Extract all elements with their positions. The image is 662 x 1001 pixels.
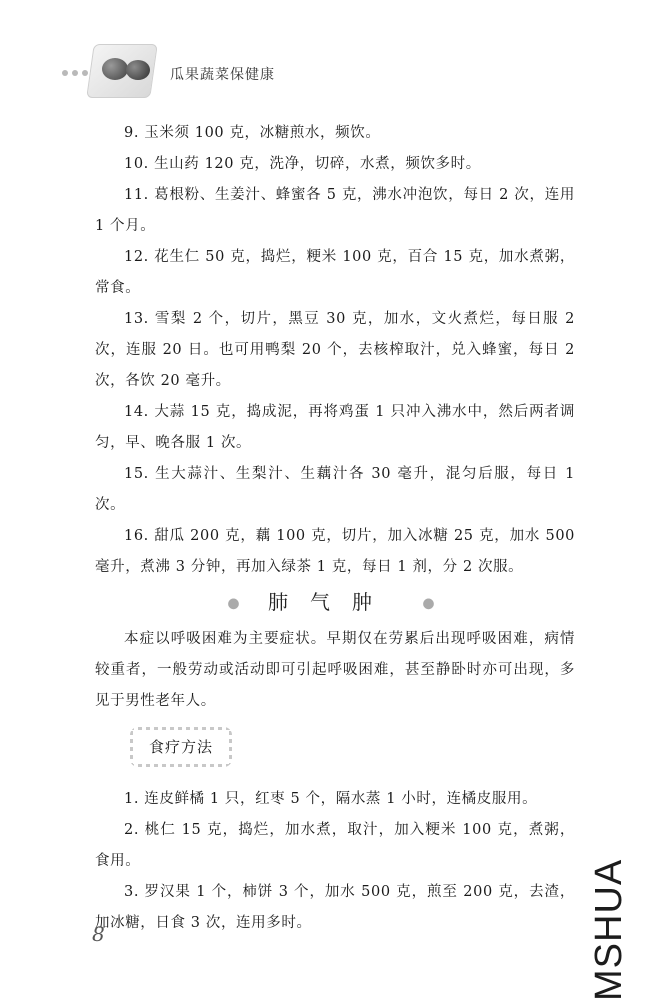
section-title: 肺气肿 — [268, 590, 394, 614]
recipe-item: 14. 大蒜 15 克，捣成泥，再将鸡蛋 1 只冲入沸水中，然后两者调匀，早、晚各服 1 次。 — [95, 404, 575, 451]
intro-paragraph: 本症以呼吸困难为主要症状。早期仅在劳累后出现呼吸困难，病情较重者，一般劳动或活动即可引起呼吸困难，甚至静卧时亦可出现，多见于男性老年人。 — [95, 631, 575, 709]
recipe-list-top — [95, 118, 575, 583]
fruit-icon — [126, 60, 150, 80]
recipe-item: 2. 桃仁 15 克，捣烂，加水煮，取汁，加入粳米 100 克，煮粥，食用。 — [95, 822, 575, 869]
page-number: 8 — [92, 922, 105, 946]
method-label-box — [130, 727, 232, 767]
header-title: 瓜果蔬菜保健康 — [170, 67, 275, 83]
recipe-item: 10. 生山药 120 克，洗净，切碎，水煮，频饮多时。 — [124, 156, 481, 172]
section-heading — [0, 586, 662, 615]
recipe-item: 13. 雪梨 2 个，切片，黑豆 30 克，加水，文火煮烂，每日服 2 次，连服 20 日。也可用鸭梨 20 个，去核榨取汁，兑入蜂蜜，每日 2 次，各饮 20 毫升。 — [95, 311, 575, 389]
recipe-item: 9. 玉米须 100 克，冰糖煎水，频饮。 — [124, 125, 381, 141]
header-dots-decoration — [62, 70, 88, 76]
section-intro — [95, 624, 575, 717]
running-header — [62, 42, 322, 102]
watermark: MSHUA — [588, 858, 630, 1001]
recipe-list-bottom — [95, 784, 575, 939]
fruit-icon — [102, 58, 128, 80]
recipe-item: 1. 连皮鲜橘 1 只，红枣 5 个，隔水蒸 1 小时，连橘皮服用。 — [124, 791, 538, 807]
bullet-dot-icon: ● — [422, 595, 435, 612]
recipe-item: 12. 花生仁 50 克，捣烂，粳米 100 克，百合 15 克，加水煮粥，常食。 — [95, 249, 575, 296]
recipe-item: 11. 葛根粉、生姜汁、蜂蜜各 5 克，沸水冲泡饮，每日 2 次，连用 1 个月。 — [95, 187, 575, 234]
bullet-dot-icon: ● — [227, 595, 240, 612]
recipe-item: 15. 生大蒜汁、生梨汁、生藕汁各 30 毫升，混匀后服，每日 1 次。 — [95, 466, 575, 513]
recipe-item: 3. 罗汉果 1 个，柿饼 3 个，加水 500 克，煎至 200 克，去渣，加冰糖，日食 3 次，连用多时。 — [95, 884, 575, 931]
recipe-item: 16. 甜瓜 200 克，藕 100 克，切片，加入冰糖 25 克，加水 500 毫升，煮沸 3 分钟，再加入绿茶 1 克，每日 1 剂，分 2 次服。 — [95, 528, 575, 575]
method-label: 食疗方法 — [148, 738, 213, 756]
